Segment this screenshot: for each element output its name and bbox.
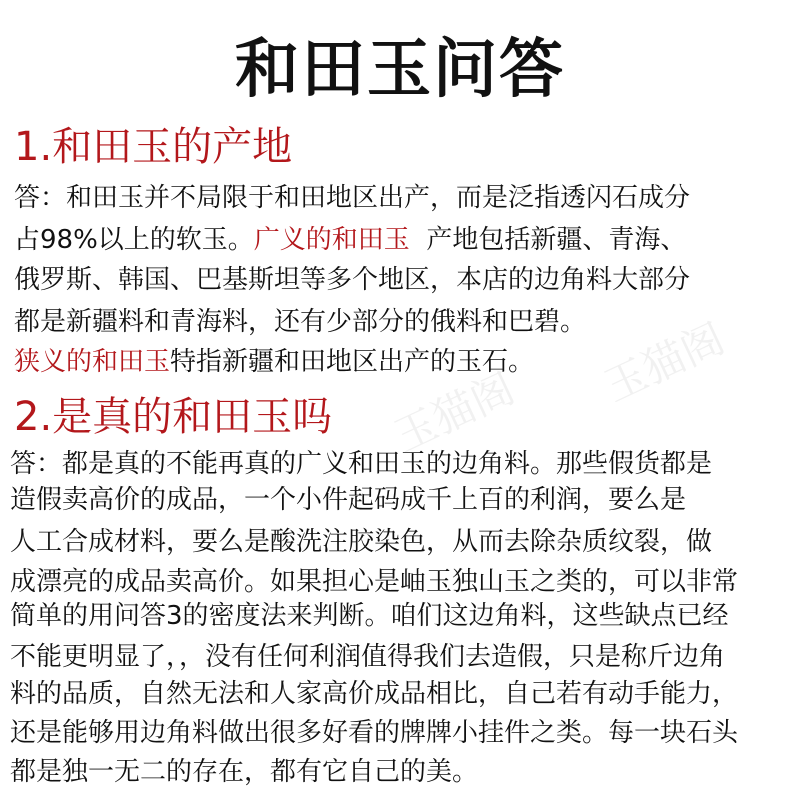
paragraph-line: 造假卖高价的成品，一个小件起码成千上百的利润，要么是 — [10, 485, 687, 515]
watermark: 玉猫阁 — [386, 363, 522, 462]
section-heading-origin: 1.和田玉的产地 — [14, 124, 293, 170]
paragraph-line: 简单的用问答3的密度法来判断。咱们这边角料，这些缺点已经 — [10, 601, 729, 631]
section-heading-authenticity: 2.是真的和田玉吗 — [14, 394, 333, 440]
paragraph-line: 答：都是真的不能再真的广义和田玉的边角料。那些假货都是 — [10, 449, 713, 479]
text-span: 特指新疆和田地区出产的玉石。 — [170, 347, 535, 377]
highlight-text: 狭义的和田玉 — [14, 347, 171, 377]
paragraph-line: 都是新疆料和青海料，还有少部分的俄料和巴碧。 — [14, 307, 587, 337]
paragraph-line: 料的品质，自然无法和人家高价成品相比，自己若有动手能力， — [10, 679, 739, 709]
paragraph-line: 人工合成材料，要么是酸洗注胶染色，从而去除杂质纹裂，做 — [10, 527, 713, 557]
highlight-text: 广义的和田玉 — [253, 225, 410, 255]
paragraph-line: 成漂亮的成品卖高价。如果担心是岫玉独山玉之类的，可以非常 — [10, 567, 739, 597]
watermark: 玉猫阁 — [596, 313, 732, 412]
text-span: 产地包括新疆、青海、 — [409, 225, 687, 255]
paragraph-line — [14, 224, 686, 256]
paragraph-line: 不能更明显了，，没有任何利润值得我们去造假，只是称斤边角 — [10, 642, 726, 672]
paragraph-line — [14, 346, 534, 378]
paragraph-line: 答：和田玉并不局限于和田地区出产，而是泛指透闪石成分 — [14, 183, 691, 213]
text-span: 占98%以上的软玉。 — [14, 225, 254, 255]
paragraph-line: 俄罗斯、韩国、巴基斯坦等多个地区，本店的边角料大部分 — [14, 265, 691, 295]
paragraph-line: 都是独一无二的存在，都有它自己的美。 — [10, 757, 479, 787]
page-title: 和田玉问答 — [235, 33, 565, 107]
paragraph-line: 还是能够用边角料做出很多好看的牌牌小挂件之类。每一块石头 — [10, 718, 739, 748]
